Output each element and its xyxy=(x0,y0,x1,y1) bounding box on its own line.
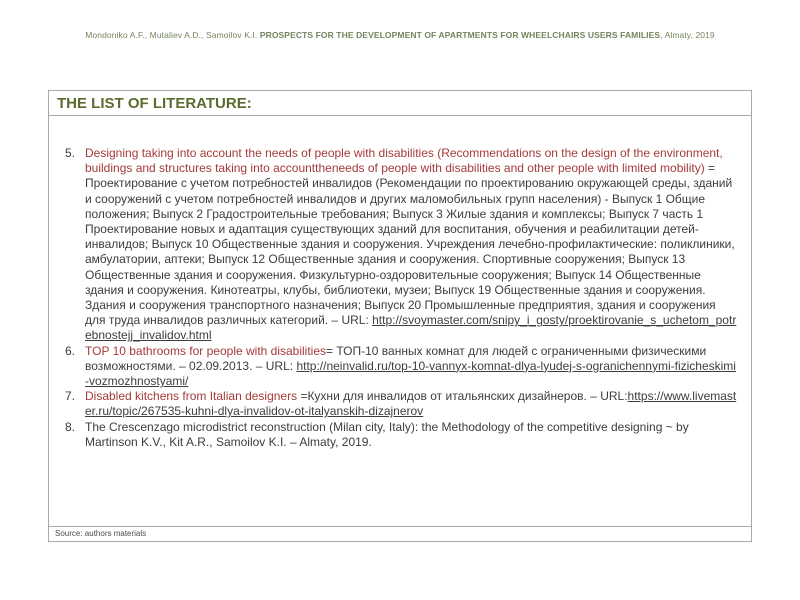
panel-body xyxy=(49,116,751,526)
reference-number: 5. xyxy=(65,146,76,160)
reference-text-segment: Designing taking into account the needs of people with disabilities (Recommendations on the design of the environment, buildings and structures taking into accounttheneeds of people with disabilities and other people with limited mobility) xyxy=(85,146,723,176)
panel-title: THE LIST OF LITERATURE: xyxy=(49,91,751,116)
reference-number: 8. xyxy=(65,419,76,434)
reference-text xyxy=(85,344,737,390)
reference-item xyxy=(65,420,737,450)
reference-url-link[interactable]: http://neinvalid.ru/top-10-vannyx-komnat-dlya-lyudej-s-ogranichennymi-fizicheskimi-vozmozhnostyami/ xyxy=(85,358,736,389)
byline-suffix: , Almaty, 2019 xyxy=(660,30,715,40)
byline-authors: Mondoniko A.F., Mutaliev A.D., Samoilov K.I. xyxy=(85,30,260,40)
source-note: Source: authors materials xyxy=(49,526,751,541)
references-list xyxy=(65,146,737,450)
reference-text xyxy=(85,420,737,450)
reference-text-segment: TOP 10 bathrooms for people with disabilities xyxy=(85,343,327,358)
reference-item xyxy=(65,389,737,419)
reference-url-link[interactable]: https://www.livemaster.ru/topic/267535-kuhni-dlya-invalidov-ot-italyanskih-dizajnerov xyxy=(85,389,737,419)
reference-number: 7. xyxy=(65,389,76,404)
reference-text xyxy=(85,146,737,344)
reference-url-link[interactable]: http://svoymaster.com/snipy_i_gosty/proektirovanie_s_uchetom_potrebnostejj_invalidov.html xyxy=(85,313,737,343)
reference-text-segment: =Кухни для инвалидов от итальянских дизайнеров. – URL: xyxy=(300,389,628,404)
reference-item xyxy=(65,344,737,390)
byline-paper-title: PROSPECTS FOR THE DEVELOPMENT OF APARTMENTS FOR WHEELCHAIRS USERS FAMILIES xyxy=(259,30,661,40)
reference-text xyxy=(85,389,737,419)
reference-text-segment: = Проектирование с учетом потребностей инвалидов (Рекомендации по проектированию окружающей среды, зданий и сооружений с учетом потребностей инвалидов и других маломобильных групп населения) - Выпуск 1 Общие положения; Выпуск 2 Градостроительные требования; Выпуск 3 Жилые здания и комплексы; Выпуск 7 часть 1 Проектирование новых и адаптация существующих зданий для воспитания, обучения и реабилитации детей-инвалидов; Выпуск 10 Общественные здания и сооружения. Учреждения лечебно-профилактические: поликлиники, амбулатории, аптеки; Выпуск 12 Общественные здания и сооружения. Спортивные сооружения; Выпуск 13 Общественные здания и сооружения. Физкультурно-оздоровительные сооружения; Выпуск 14 Общественные здания и сооружения. Кинотеатры, клубы, библиотеки, музеи; Выпуск 19 Общественные здания и сооружения. Здания и сооружения транспортного назначения; Выпуск 20 Промышленные предприятия, здания и сооружения для труда инвалидов различных категорий. – URL: xyxy=(85,161,735,328)
reference-text-segment: The Crescenzago microdistrict reconstruction (Milan city, Italy): the Methodology of the competitive designing ~ by Martinson K.V., Kit A.R., Samoilov K.I. – Almaty, 2019. xyxy=(85,419,689,449)
reference-item xyxy=(65,146,737,344)
reference-text-segment: Disabled kitchens from Italian designers xyxy=(85,389,301,404)
literature-panel xyxy=(48,90,752,542)
reference-text-segment: = ТОП-10 ванных комнат для людей с ограниченными физическими возможностями. – 02.09.2013. – URL: xyxy=(85,343,707,373)
slide-byline xyxy=(0,30,800,40)
reference-number: 6. xyxy=(65,343,76,358)
